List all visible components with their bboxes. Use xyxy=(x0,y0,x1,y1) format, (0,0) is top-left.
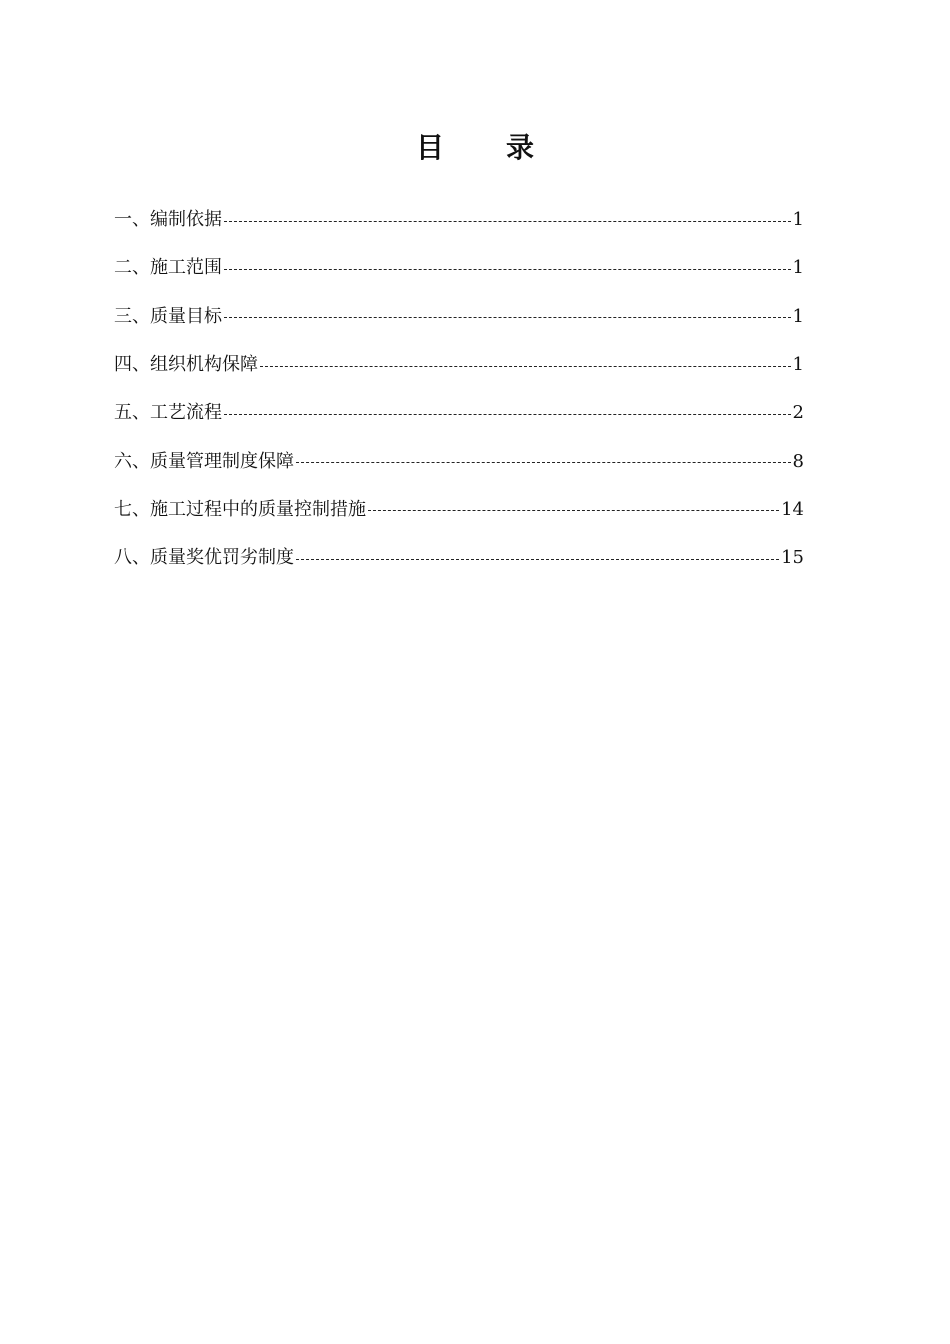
toc-entry[interactable] xyxy=(114,244,804,292)
toc-leader-dashes xyxy=(296,559,779,560)
toc-leader-dashes xyxy=(296,462,791,463)
toc-entry-page: 8 xyxy=(792,450,804,472)
toc-leader-dashes xyxy=(260,366,791,367)
toc-entry[interactable] xyxy=(114,196,804,244)
toc-leader-dashes xyxy=(224,317,791,318)
toc-entry-label: 五、工艺流程 xyxy=(114,402,222,424)
toc-entry-page: 1 xyxy=(792,257,804,279)
toc-leader-dashes xyxy=(224,269,791,270)
toc-leader-dashes xyxy=(224,414,791,415)
toc-entry-label: 六、质量管理制度保障 xyxy=(114,450,294,472)
toc-entry-page: 15 xyxy=(781,547,804,569)
toc-entry[interactable] xyxy=(114,534,804,582)
toc-entry-label: 三、质量目标 xyxy=(114,305,222,327)
toc-entry-page: 1 xyxy=(792,354,804,376)
toc-entry[interactable] xyxy=(114,293,804,341)
toc-entry-label: 八、质量奖优罚劣制度 xyxy=(114,547,294,569)
toc-entry-label: 一、编制依据 xyxy=(114,209,222,231)
toc-entry-page: 1 xyxy=(792,209,804,231)
toc-entry-label: 四、组织机构保障 xyxy=(114,354,258,376)
toc-entry-label: 七、施工过程中的质量控制措施 xyxy=(114,498,366,520)
toc-title xyxy=(0,128,950,168)
toc-entry[interactable] xyxy=(114,486,804,534)
toc-entry[interactable] xyxy=(114,389,804,437)
toc-title-char-2: 录 xyxy=(506,131,535,164)
toc-leader-dashes xyxy=(224,221,791,222)
toc-entry[interactable] xyxy=(114,437,804,485)
toc-leader-dashes xyxy=(368,510,779,511)
toc-entry[interactable] xyxy=(114,341,804,389)
toc-title-char-1: 目 xyxy=(415,131,444,164)
toc-list xyxy=(114,196,804,582)
toc-entry-page: 2 xyxy=(792,402,804,424)
toc-entry-page: 14 xyxy=(781,498,804,520)
toc-entry-page: 1 xyxy=(792,305,804,327)
toc-entry-label: 二、施工范围 xyxy=(114,257,222,279)
